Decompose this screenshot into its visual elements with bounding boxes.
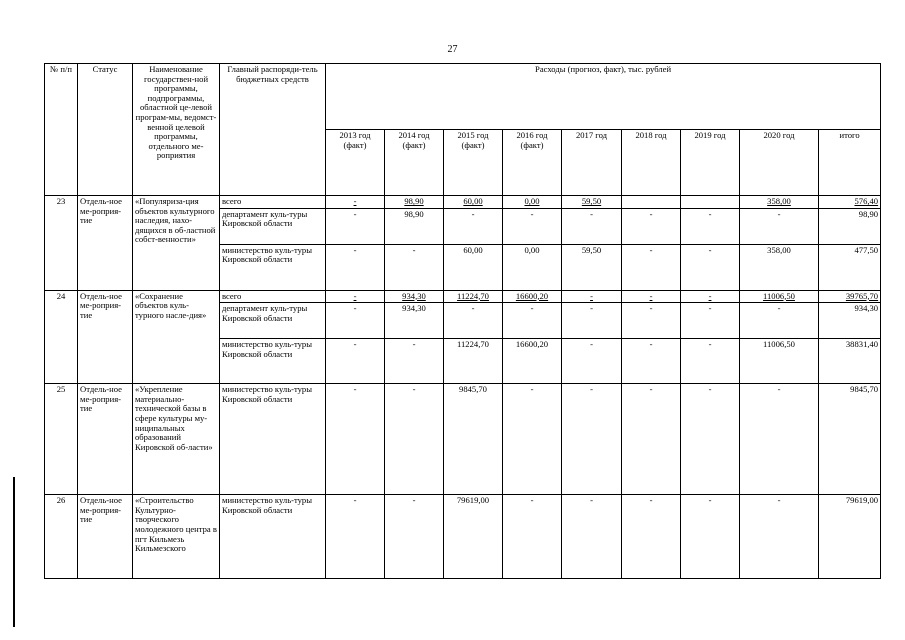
- value-cell: 11224,70: [444, 290, 503, 303]
- value-cell: -: [622, 208, 681, 244]
- value-cell: -: [740, 303, 819, 339]
- header-year: 2013 год (факт): [326, 130, 385, 196]
- value-cell: -: [562, 384, 622, 495]
- value-cell: 16600,20: [503, 339, 562, 384]
- value-cell: 60,00: [444, 196, 503, 209]
- margin-line: [13, 477, 15, 627]
- value-cell: 358,00: [740, 244, 819, 290]
- value-cell: 11224,70: [444, 339, 503, 384]
- row-number: 25: [45, 384, 78, 495]
- value-cell: -: [681, 290, 740, 303]
- value-cell: 79619,00: [444, 495, 503, 579]
- value-cell: -: [681, 384, 740, 495]
- value-cell: 98,90: [385, 208, 444, 244]
- value-cell: -: [503, 495, 562, 579]
- manager-cell: министерство куль-туры Кировской области: [220, 339, 326, 384]
- value-cell: [622, 196, 681, 209]
- value-cell: -: [385, 495, 444, 579]
- expenses-table: [44, 63, 881, 579]
- value-cell: -: [681, 208, 740, 244]
- header-name: Наименование государствен-ной программы, подпрограммы, областной це-левой програм-мы, ведомст-венной целевой программы, отдельного ме-роприятия: [133, 64, 220, 196]
- row-title: «Строительство Культурно-творческого молодежного центра в пгт Кильмезь Кильмезского: [133, 495, 220, 579]
- value-cell: -: [326, 290, 385, 303]
- value-cell: -: [385, 244, 444, 290]
- total-cell: 79619,00: [819, 495, 881, 579]
- value-cell: -: [622, 384, 681, 495]
- value-cell: -: [326, 208, 385, 244]
- value-cell: 98,90: [385, 196, 444, 209]
- page-number: 27: [447, 44, 458, 55]
- manager-cell: департамент куль-туры Кировской области: [220, 208, 326, 244]
- row-status: Отдель-ное ме-роприя-тие: [78, 495, 133, 579]
- value-cell: 11006,50: [740, 339, 819, 384]
- header-num: № п/п: [45, 64, 78, 196]
- value-cell: -: [740, 495, 819, 579]
- value-cell: 59,50: [562, 196, 622, 209]
- value-cell: -: [740, 384, 819, 495]
- row-status: Отдель-ное ме-роприя-тие: [78, 290, 133, 384]
- value-cell: -: [740, 208, 819, 244]
- value-cell: -: [622, 290, 681, 303]
- value-cell: -: [385, 339, 444, 384]
- value-cell: -: [326, 495, 385, 579]
- value-cell: -: [385, 384, 444, 495]
- value-cell: -: [681, 339, 740, 384]
- value-cell: -: [503, 384, 562, 495]
- total-cell: 39765,70: [819, 290, 881, 303]
- total-cell: 934,30: [819, 303, 881, 339]
- value-cell: 60,00: [444, 244, 503, 290]
- value-cell: -: [326, 303, 385, 339]
- value-cell: [681, 196, 740, 209]
- manager-cell: департамент куль-туры Кировской области: [220, 303, 326, 339]
- value-cell: -: [562, 303, 622, 339]
- value-cell: 11006,50: [740, 290, 819, 303]
- value-cell: -: [622, 244, 681, 290]
- header-total: итого: [819, 130, 881, 196]
- value-cell: -: [622, 339, 681, 384]
- row-number: 24: [45, 290, 78, 384]
- header-year: 2018 год: [622, 130, 681, 196]
- row-title: «Укрепление материально-технической базы в сфере культуры му-ниципальных образований Кировской об-ласти»: [133, 384, 220, 495]
- header-manager: Главный распоряди-тель бюджетных средств: [220, 64, 326, 196]
- value-cell: -: [562, 495, 622, 579]
- value-cell: 16600,20: [503, 290, 562, 303]
- value-cell: -: [503, 303, 562, 339]
- manager-cell: всего: [220, 196, 326, 209]
- manager-cell: министерство куль-туры Кировской области: [220, 244, 326, 290]
- value-cell: -: [326, 384, 385, 495]
- value-cell: 934,30: [385, 303, 444, 339]
- value-cell: -: [622, 495, 681, 579]
- header-year: 2019 год: [681, 130, 740, 196]
- header-year: 2015 год (факт): [444, 130, 503, 196]
- row-status: Отдель-ное ме-роприя-тие: [78, 384, 133, 495]
- value-cell: 0,00: [503, 196, 562, 209]
- header-year: 2020 год: [740, 130, 819, 196]
- value-cell: -: [326, 339, 385, 384]
- header-status: Статус: [78, 64, 133, 196]
- row-number: 23: [45, 196, 78, 291]
- row-number: 26: [45, 495, 78, 579]
- header-year: 2016 год (факт): [503, 130, 562, 196]
- manager-cell: министерство куль-туры Кировской области: [220, 495, 326, 579]
- value-cell: -: [681, 495, 740, 579]
- manager-cell: министерство куль-туры Кировской области: [220, 384, 326, 495]
- value-cell: -: [562, 208, 622, 244]
- value-cell: 358,00: [740, 196, 819, 209]
- total-cell: 9845,70: [819, 384, 881, 495]
- row-title: «Сохранение объектов куль-турного насле-дия»: [133, 290, 220, 384]
- value-cell: -: [562, 339, 622, 384]
- total-cell: 477,50: [819, 244, 881, 290]
- total-cell: 576,40: [819, 196, 881, 209]
- value-cell: 59,50: [562, 244, 622, 290]
- value-cell: -: [681, 303, 740, 339]
- value-cell: -: [681, 244, 740, 290]
- manager-cell: всего: [220, 290, 326, 303]
- value-cell: -: [503, 208, 562, 244]
- value-cell: 934,30: [385, 290, 444, 303]
- value-cell: 0,00: [503, 244, 562, 290]
- value-cell: -: [562, 290, 622, 303]
- header-year: 2017 год: [562, 130, 622, 196]
- row-title: «Популяриза-ция объектов культурного наследия, нахо-дящихся в об-ластной собст-венности»: [133, 196, 220, 291]
- header-expenses: Расходы (прогноз, факт), тыс. рублей: [326, 64, 881, 130]
- header-year: 2014 год (факт): [385, 130, 444, 196]
- total-cell: 98,90: [819, 208, 881, 244]
- total-cell: 38831,40: [819, 339, 881, 384]
- row-status: Отдель-ное ме-роприя-тие: [78, 196, 133, 291]
- value-cell: -: [622, 303, 681, 339]
- value-cell: 9845,70: [444, 384, 503, 495]
- value-cell: -: [326, 244, 385, 290]
- value-cell: -: [444, 303, 503, 339]
- value-cell: -: [444, 208, 503, 244]
- value-cell: -: [326, 196, 385, 209]
